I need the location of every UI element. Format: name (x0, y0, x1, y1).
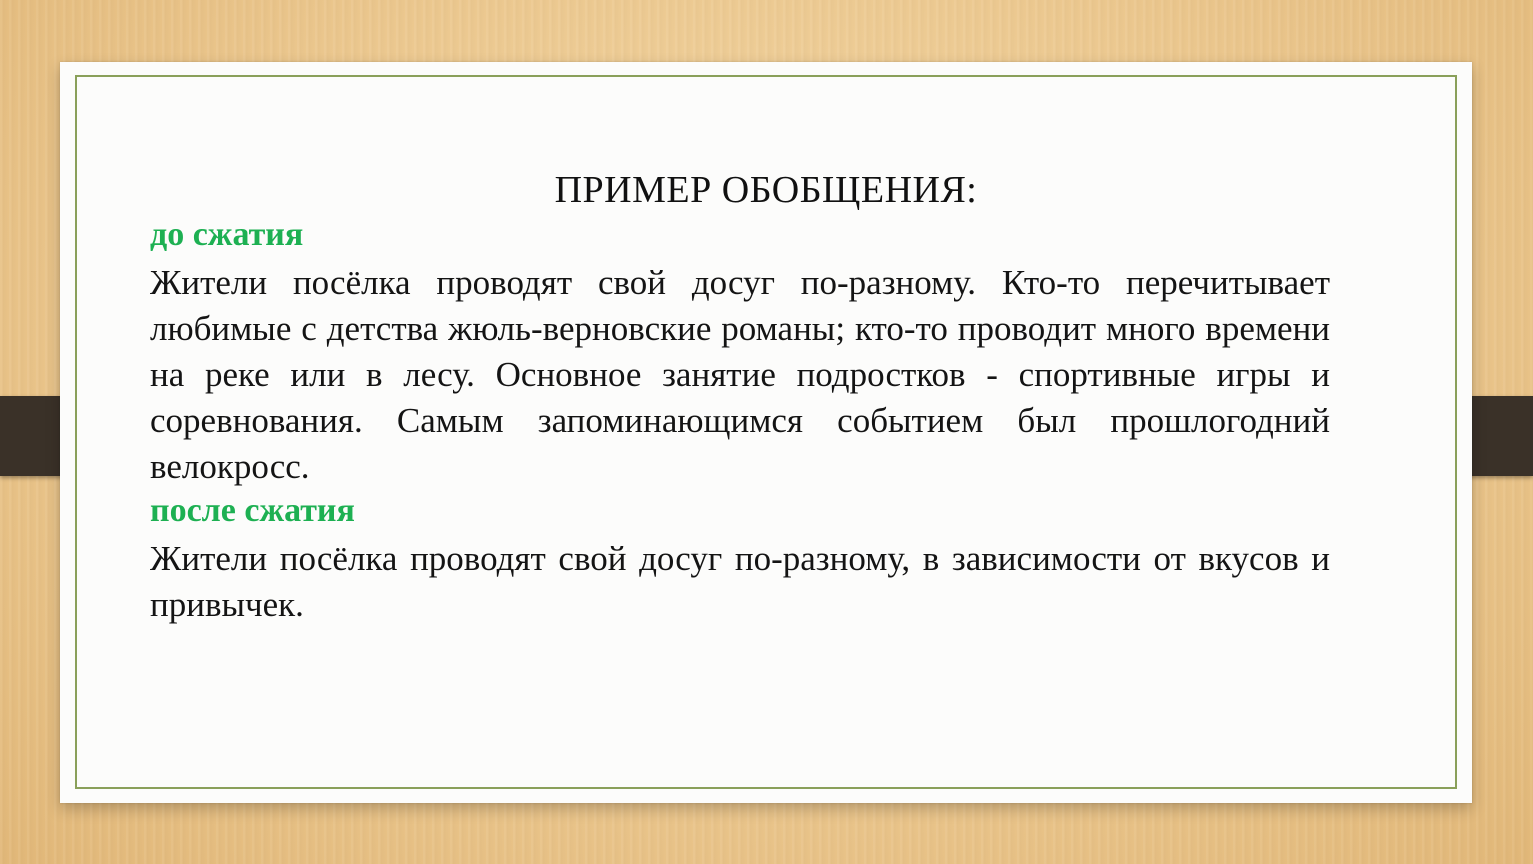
slide-card (60, 62, 1472, 803)
before-compression-text: Жители посёлка проводят свой досуг по-разному. Кто-то перечитывает любимые с детства жюль-верновские романы; кто-то проводит много времени на реке или в лесу. Основное занятие подростков - спортивные игры и соревнования. Самым запоминающимся событием был прошлогодний велокросс. (150, 263, 1330, 486)
slide-title: ПРИМЕР ОБОБЩЕНИЯ: (554, 169, 978, 211)
before-compression-label: до сжатия (150, 216, 304, 253)
after-compression-label: после сжатия (150, 492, 355, 529)
after-compression-text: Жители посёлка проводят свой досуг по-разному, в зависимости от вкусов и привычек. (150, 539, 1330, 624)
